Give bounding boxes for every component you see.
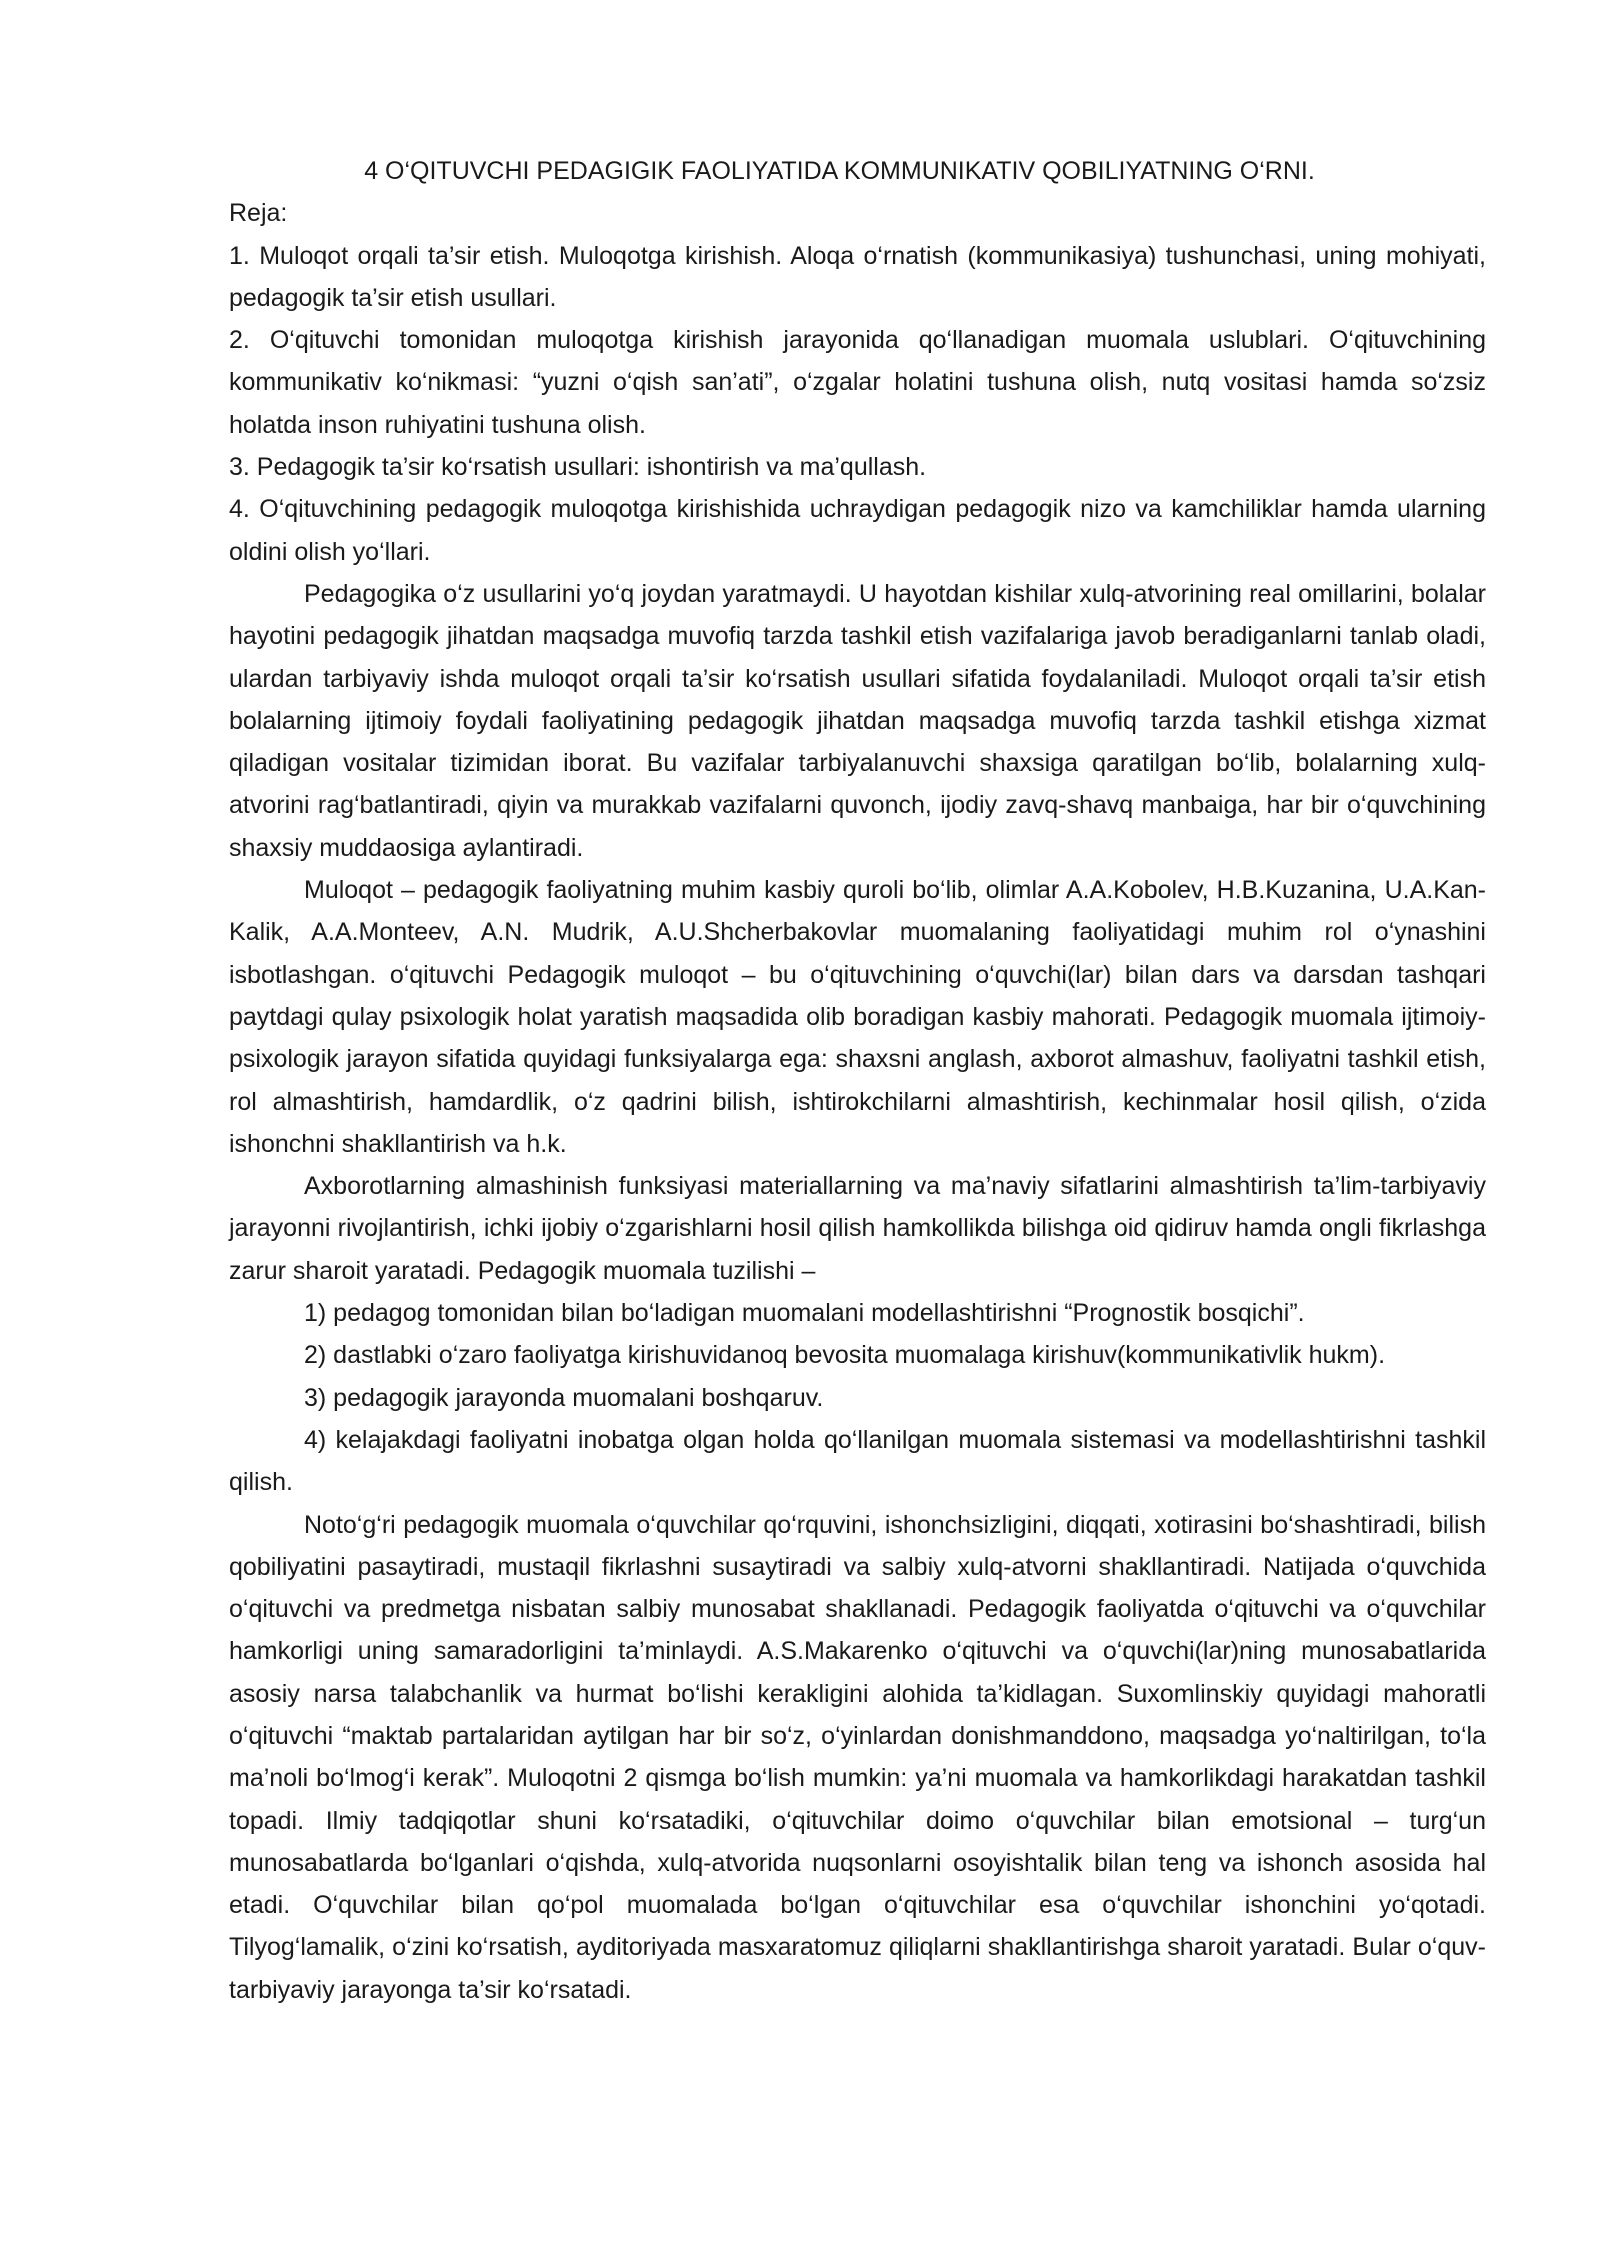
- plan-item-4: 4. O‘qituvchining pedagogik muloqotga kirishishida uchraydigan pedagogik nizo va kamchiliklar hamda ularning oldini olish yo‘llari.: [229, 495, 1486, 566]
- plan-item-2: 2. O‘qituvchi tomonidan muloqotga kirishish jarayonida qo‘llanadigan muomala uslublari. O‘qituvchining kommunikativ ko‘nikmasi: “yuzni o‘qish san’ati”, o‘zgalar holatini tushuna olish, nutq vositasi hamda so‘zsiz holatda inson ruhiyatini tushuna olish.: [229, 326, 1486, 439]
- document-title: 4 O‘QITUVCHI PEDAGIGIK FAOLIYATIDA KOMMUNIKATIV QOBILIYATNING O‘RNI.: [364, 157, 1315, 185]
- reja-label: Reja:: [229, 199, 288, 228]
- paragraph-notogri: Noto‘g‘ri pedagogik muomala o‘quvchilar qo‘rquvini, ishonchsizligini, diqqati, xotirasini bo‘shashtiradi, bilish qobiliyatini pasaytiradi, mustaqil fikrlashni susaytiradi va salbiy xulq-atvorni shakllantiradi. Natijada o‘quvchida o‘qituvchi va predmetga nisbatan salbiy munosabat shakllanadi. Pedagogik faoliyatda o‘qituvchi va o‘quvchilar hamkorligi uning samaradorligini ta’minlaydi. A.S.Makarenko o‘qituvchi va o‘quvchi(lar)ning munosabatlarida asosiy narsa talabchanlik va hurmat bo‘lishi kerakligini alohida ta’kidlagan. Suxomlinskiy quyidagi mahoratli o‘qituvchi “maktab partalaridan aytilgan har bir so‘z, o‘yinlardan donishmanddono, maqsadga yo‘naltirilgan, to‘la ma’noli bo‘lmog‘i kerak”. Muloqotni 2 qismga bo‘lish mumkin: ya’ni muomala va hamkorlikdagi harakatdan tashkil topadi. Ilmiy tadqiqotlar shuni ko‘rsatadiki, o‘qituvchilar doimo o‘quvchilar bilan emotsional – turg‘un munosabatlarda bo‘lganlari o‘qishda, xulq-atvorida nuqsonlarni osoyishtalik bilan teng va ishonch asosida hal etadi. O‘quvchilar bilan qo‘pol muomalada bo‘lgan o‘qituvchilar esa o‘quvchilar ishonchini yo‘qotadi. Tilyog‘lamalik, o‘zini ko‘rsatish, ayditoriyada masxaratomuz qiliqlarni shakllantirishga sharoit yaratadi. Bular o‘quv-tarbiyaviy jarayonga ta’sir ko‘rsatadi.: [229, 1510, 1486, 2004]
- structure-item-3: 3) pedagogik jarayonda muomalani boshqaruv.: [304, 1383, 824, 1412]
- paragraph-axborot: Axborotlarning almashinish funksiyasi materiallarning va ma’naviy sifatlarini almashtirish ta’lim-tarbiyaviy jarayonni rivojlantirish, ichki ijobiy o‘zgarishlarni hosil qilish hamkollikda bilishga oid qidiruv hamda ongli fikrlashga zarur sharoit yaratadi. Pedagogik muomala tuzilishi –: [229, 1172, 1486, 1285]
- document-content: [229, 150, 1486, 2011]
- structure-item-1: 1) pedagog tomonidan bilan bo‘ladigan muomalani modellashtirishni “Prognostik bosqichi”.: [304, 1299, 1305, 1328]
- structure-item-2: 2) dastlabki o‘zaro faoliyatga kirishuvidanoq bevosita muomalaga kirishuv(kommunikativlik hukm).: [304, 1341, 1386, 1370]
- paragraph-pedagogika: Pedagogika o‘z usullarini yo‘q joydan yaratmaydi. U hayotdan kishilar xulq-atvorining real omillarini, bolalar hayotini pedagogik jihatdan maqsadga muvofiq tarzda tashkil etish vazifalariga javob beradiganlarni tanlab oladi, ulardan tarbiyaviy ishda muloqot orqali ta’sir ko‘rsatish usullari sifatida foydalaniladi. Muloqot orqali ta’sir etish bolalarning ijtimoiy foydali faoliyatining pedagogik jihatdan maqsadga muvofiq tarzda tashkil etishga xizmat qiladigan vositalar tizimidan iborat. Bu vazifalar tarbiyalanuvchi shaxsiga qaratilgan bo‘lib, bolalarning xulq-atvorini rag‘batlantiradi, qiyin va murakkab vazifalarni quvonch, ijodiy zavq-shavq manbaiga, har bir o‘quvchining shaxsiy muddaosiga aylantiradi.: [229, 579, 1486, 862]
- structure-item-4: 4) kelajakdagi faoliyatni inobatga olgan holda qo‘llanilgan muomala sistemasi va modellashtirishni tashkil qilish.: [229, 1425, 1486, 1497]
- plan-item-1: 1. Muloqot orqali ta’sir etish. Muloqotga kirishish. Aloqa o‘rnatish (kommunikasiya) tushunchasi, uning mohiyati, pedagogik ta’sir etish usullari.: [229, 241, 1486, 312]
- paragraph-muloqot: Muloqot – pedagogik faoliyatning muhim kasbiy quroli bo‘lib, olimlar A.A.Kobolev, H.B.Kuzanina, U.A.Kan-Kalik, A.A.Monteev, A.N. Mudrik, A.U.Shcherbakovlar muomalaning faoliyatidagi muhim rol o‘ynashini isbotlashgan. o‘qituvchi Pedagogik muloqot – bu o‘qituvchining o‘quvchi(lar) bilan dars va darsdan tashqari paytdagi qulay psixologik holat yaratish maqsadida olib boradigan kasbiy mahorati. Pedagogik muomala ijtimoiy-psixologik jarayon sifatida quyidagi funksiyalarga ega: shaxsni anglash, axborot almashuv, faoliyatni tashkil etish, rol almashtirish, hamdardlik, o‘z qadrini bilish, ishtirokchilarni almashtirish, kechinmalar hosil qilish, o‘zida ishonchni shakllantirish va h.k.: [229, 876, 1486, 1158]
- plan-item-3: 3. Pedagogik ta’sir ko‘rsatish usullari: ishontirish va ma’qullash.: [229, 453, 927, 482]
